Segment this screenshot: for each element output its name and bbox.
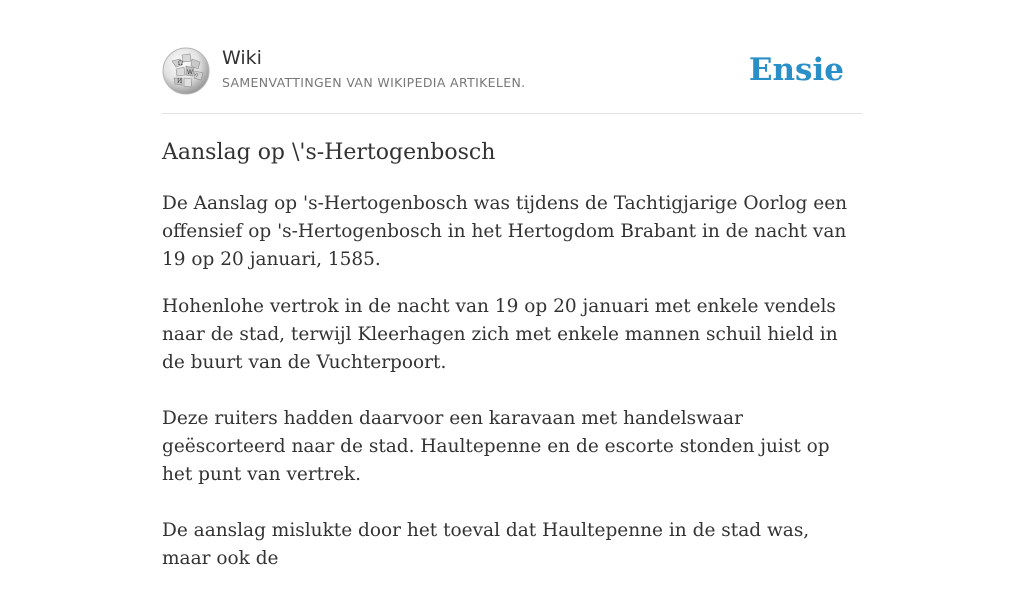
site-name[interactable]: Wiki	[222, 47, 262, 69]
wikipedia-globe-icon[interactable]	[162, 47, 210, 95]
site-tagline: SAMENVATTINGEN VAN WIKIPEDIA ARTIKELEN.	[222, 75, 526, 90]
brand-logo-link[interactable]: Ensie	[748, 52, 844, 88]
article-paragraph: Deze ruiters hadden daarvoor een karavaan met handelswaar geëscorteerd naar de stad. Haultepenne en de escorte stonden juist op het punt van vertrek.	[162, 408, 830, 485]
article-body	[162, 190, 862, 592]
svg-text:Ω: Ω	[178, 60, 183, 67]
svg-text:W: W	[187, 69, 193, 76]
article-paragraph: Hohenlohe vertrok in de nacht van 19 op 20 januari met enkele vendels naar de stad, terwijl Kleerhagen zich met enkele mannen schuil hield in de buurt van de Vuchterpoort.	[162, 296, 838, 373]
paragraph-spacer	[162, 377, 862, 405]
site-header	[162, 0, 862, 114]
article-paragraph: De aanslag mislukte door het toeval dat Haultepenne in de stad was, maar ook de	[162, 520, 810, 569]
content-container	[162, 0, 862, 569]
paragraph-spacer	[162, 489, 862, 517]
svg-text:И: И	[177, 78, 183, 85]
article-paragraph: De Aanslag op 's-Hertogenbosch was tijdens de Tachtigjarige Oorlog een offensief op 's-Hertogenbosch in het Hertogdom Brabant in de nacht van 19 op 20 januari, 1585.	[162, 193, 848, 270]
article-title: Aanslag op \'s-Hertogenbosch	[162, 140, 496, 165]
svg-text:ウ: ウ	[194, 73, 200, 79]
